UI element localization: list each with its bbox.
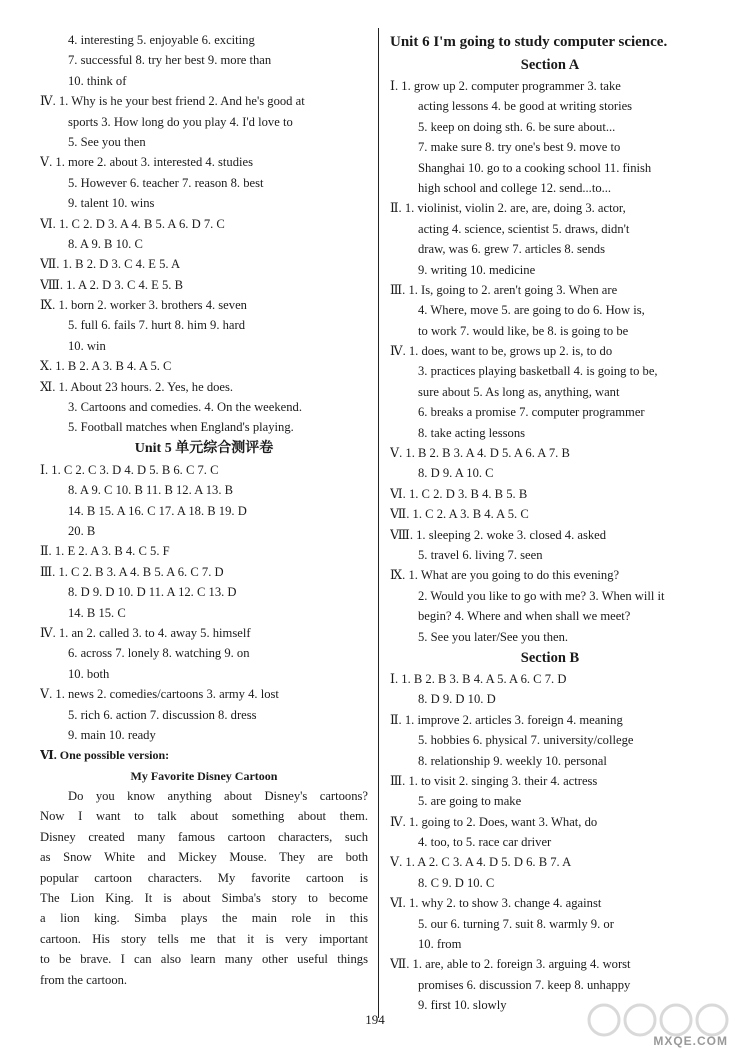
- answer-line: draw, was 6. grew 7. articles 8. sends: [418, 242, 605, 257]
- answer-line: Ⅴ. 1. B 2. B 3. A 4. D 5. A 6. A 7. B: [390, 446, 570, 461]
- answer-line: Ⅳ. 1. does, want to be, grows up 2. is, to do: [390, 344, 613, 359]
- essay-line: Disney created many famous cartoon characters, such: [40, 829, 368, 844]
- answer-line: Ⅶ. 1. C 2. A 3. B 4. A 5. C: [390, 507, 529, 522]
- answer-line: Shanghai 10. go to a cooking school 11. finish: [418, 160, 652, 175]
- answer-line: Ⅰ. 1. grow up 2. computer programmer 3. take: [390, 79, 621, 93]
- unit5-answer-block: [40, 460, 368, 745]
- answer-line: sports 3. How long do you play 4. I'd love to: [68, 114, 293, 129]
- section-b-heading: Section B: [520, 649, 580, 666]
- answer-line: Ⅴ. 1. more 2. about 3. interested 4. studies: [40, 155, 254, 170]
- answer-line: 8. D 9. A 10. C: [418, 466, 494, 481]
- right-column: [390, 30, 710, 1016]
- answer-line: 6. breaks a promise 7. computer programmer: [418, 405, 645, 420]
- answer-line: 5. full 6. fails 7. hurt 8. him 9. hard: [68, 318, 245, 333]
- answer-line: 5. Football matches when England's playing.: [68, 420, 294, 435]
- essay-line: The Lion King. It is about Simba's story to become: [40, 891, 368, 906]
- answer-line: Ⅴ. 1. news 2. comedies/cartoons 3. army 4. lost: [40, 687, 279, 702]
- answer-line: begin? 4. Where and when shall we meet?: [418, 609, 631, 624]
- left-answer-block: [40, 30, 368, 438]
- answer-line: Ⅺ. 1. About 23 hours. 2. Yes, he does.: [40, 379, 234, 394]
- answer-line: 5. travel 6. living 7. seen: [418, 547, 543, 562]
- answer-line: 8. take acting lessons: [418, 425, 526, 440]
- version-label: Ⅵ. One possible version:: [40, 748, 170, 763]
- essay-line: Now I want to talk about something about them.: [40, 809, 368, 824]
- answer-line: 8. relationship 9. weekly 10. personal: [418, 753, 607, 768]
- left-column: [40, 30, 368, 990]
- answer-line: Ⅰ. 1. C 2. C 3. D 4. D 5. B 6. C 7. C: [40, 462, 219, 477]
- answer-line: Ⅸ. 1. born 2. worker 3. brothers 4. seven: [40, 298, 247, 313]
- section-a-heading: Section A: [520, 57, 580, 73]
- answer-line: 6. across 7. lonely 8. watching 9. on: [68, 646, 250, 661]
- answer-line: 14. B 15. A 16. C 17. A 18. B 19. D: [68, 503, 247, 518]
- answer-line: Ⅴ. 1. A 2. C 3. A 4. D 5. D 6. B 7. A: [390, 855, 572, 870]
- answer-line: 5. See you later/See you then.: [418, 629, 569, 644]
- page-number: 194: [365, 1012, 385, 1027]
- answer-line: Ⅶ. 1. are, able to 2. foreign 3. arguing 4. worst: [390, 957, 631, 972]
- answer-line: 8. D 9. D 10. D: [418, 692, 496, 707]
- answer-line: 4. Where, move 5. are going to do 6. How is,: [418, 303, 645, 318]
- answer-line: 10. both: [68, 666, 110, 681]
- answer-line: Ⅱ. 1. E 2. A 3. B 4. C 5. F: [40, 544, 170, 559]
- answer-line: sure about 5. As long as, anything, want: [418, 384, 620, 399]
- answer-line: 9. main 10. ready: [68, 727, 156, 742]
- answer-line: 5. hobbies 6. physical 7. university/college: [418, 733, 634, 748]
- answer-line: 5. our 6. turning 7. suit 8. warmly 9. or: [418, 916, 614, 931]
- answer-line: Ⅰ. 1. B 2. B 3. B 4. A 5. A 6. C 7. D: [390, 671, 567, 686]
- answer-line: high school and college 12. send...to...: [418, 180, 612, 195]
- answer-line: Ⅹ. 1. B 2. A 3. B 4. A 5. C: [40, 359, 172, 374]
- essay-line: a lion king. Simba plays the main role in this: [40, 911, 368, 926]
- answer-line: 8. D 9. D 10. D 11. A 12. C 13. D: [68, 585, 237, 600]
- answer-line: 3. Cartoons and comedies. 4. On the weekend.: [68, 400, 302, 415]
- answer-line: 10. win: [68, 338, 106, 353]
- answer-line: Ⅱ. 1. improve 2. articles 3. foreign 4. meaning: [390, 712, 623, 727]
- answer-line: 9. writing 10. medicine: [418, 262, 536, 277]
- answer-line: Ⅳ. 1. going to 2. Does, want 3. What, do: [390, 814, 598, 829]
- answer-line: acting 4. science, scientist 5. draws, didn't: [418, 221, 630, 236]
- essay-line: popular cartoon characters. My favorite cartoon is: [40, 870, 368, 885]
- answer-line: 20. B: [68, 523, 96, 538]
- answer-line: Ⅸ. 1. What are you going to do this evening?: [390, 568, 620, 583]
- answer-line: 4. interesting 5. enjoyable 6. exciting: [68, 33, 255, 47]
- essay-line: from the cartoon.: [40, 972, 128, 987]
- answer-line: 3. practices playing basketball 4. is going to be,: [418, 364, 658, 379]
- unit5-heading: Unit 5 单元综合测评卷: [134, 440, 274, 456]
- answer-line: 5. keep on doing sth. 6. be sure about...: [418, 119, 616, 134]
- answer-line: 8. A 9. C 10. B 11. B 12. A 13. B: [68, 483, 234, 498]
- answer-line: 4. too, to 5. race car driver: [418, 835, 552, 850]
- answer-line: to work 7. would like, be 8. is going to be: [418, 323, 629, 338]
- answer-line: acting lessons 4. be good at writing stories: [418, 99, 633, 114]
- answer-line: 10. think of: [68, 73, 127, 88]
- answer-line: promises 6. discussion 7. keep 8. unhappy: [418, 977, 631, 992]
- answer-line: 5. See you then: [68, 134, 146, 149]
- section-b-answer-block: [390, 669, 710, 1016]
- answer-line: Ⅱ. 1. violinist, violin 2. are, are, doing 3. actor,: [390, 201, 626, 216]
- answer-line: Ⅵ. 1. C 2. D 3. A 4. B 5. A 6. D 7. C: [40, 216, 225, 231]
- answer-line: Ⅵ. 1. C 2. D 3. B 4. B 5. B: [390, 486, 528, 501]
- answer-line: Ⅷ. 1. A 2. D 3. C 4. E 5. B: [40, 277, 183, 292]
- answer-line: Ⅳ. 1. Why is he your best friend 2. And he's good at: [40, 94, 305, 109]
- essay-line: to be brave. I can also learn many other useful things: [40, 952, 368, 967]
- answer-line: Ⅲ. 1. Is, going to 2. aren't going 3. When are: [390, 282, 618, 297]
- watermark-text: MXQE.COM: [653, 1034, 728, 1048]
- answer-line: 5. rich 6. action 7. discussion 8. dress: [68, 707, 257, 722]
- answer-line: 5. However 6. teacher 7. reason 8. best: [68, 175, 264, 190]
- answer-line: 8. A 9. B 10. C: [68, 236, 143, 251]
- answer-line: 7. successful 8. try her best 9. more than: [68, 53, 272, 68]
- answer-line: Ⅷ. 1. sleeping 2. woke 3. closed 4. asked: [390, 527, 607, 542]
- unit6-heading: Unit 6 I'm going to study computer science.: [390, 34, 668, 50]
- answer-line: Ⅲ. 1. C 2. B 3. A 4. B 5. A 6. C 7. D: [40, 564, 224, 579]
- answer-line: Ⅲ. 1. to visit 2. singing 3. their 4. actress: [390, 773, 598, 788]
- essay-line: cartoon. His story tells me that it is very important: [40, 931, 368, 946]
- essay-title: My Favorite Disney Cartoon: [130, 768, 278, 783]
- answer-line: 9. talent 10. wins: [68, 196, 155, 211]
- essay-line: Do you know anything about Disney's cartoons?: [68, 789, 368, 804]
- answer-line: 14. B 15. C: [68, 605, 126, 620]
- answer-line: Ⅵ. 1. why 2. to show 3. change 4. against: [390, 896, 602, 911]
- essay-line: as Snow White and Mickey Mouse. They are both: [40, 850, 368, 865]
- answer-line: Ⅶ. 1. B 2. D 3. C 4. E 5. A: [40, 257, 181, 272]
- answer-line: 7. make sure 8. try one's best 9. move to: [418, 140, 621, 155]
- answer-line: 9. first 10. slowly: [418, 998, 507, 1013]
- answer-line: 10. from: [418, 937, 462, 952]
- essay-body: [40, 786, 368, 990]
- column-divider: [378, 28, 379, 1018]
- section-a-answer-block: [390, 76, 710, 647]
- answer-line: 8. C 9. D 10. C: [418, 875, 495, 890]
- answer-line: 5. are going to make: [418, 794, 522, 809]
- answer-line: 2. Would you like to go with me? 3. When will it: [418, 588, 665, 603]
- answer-line: Ⅳ. 1. an 2. called 3. to 4. away 5. himself: [40, 625, 251, 640]
